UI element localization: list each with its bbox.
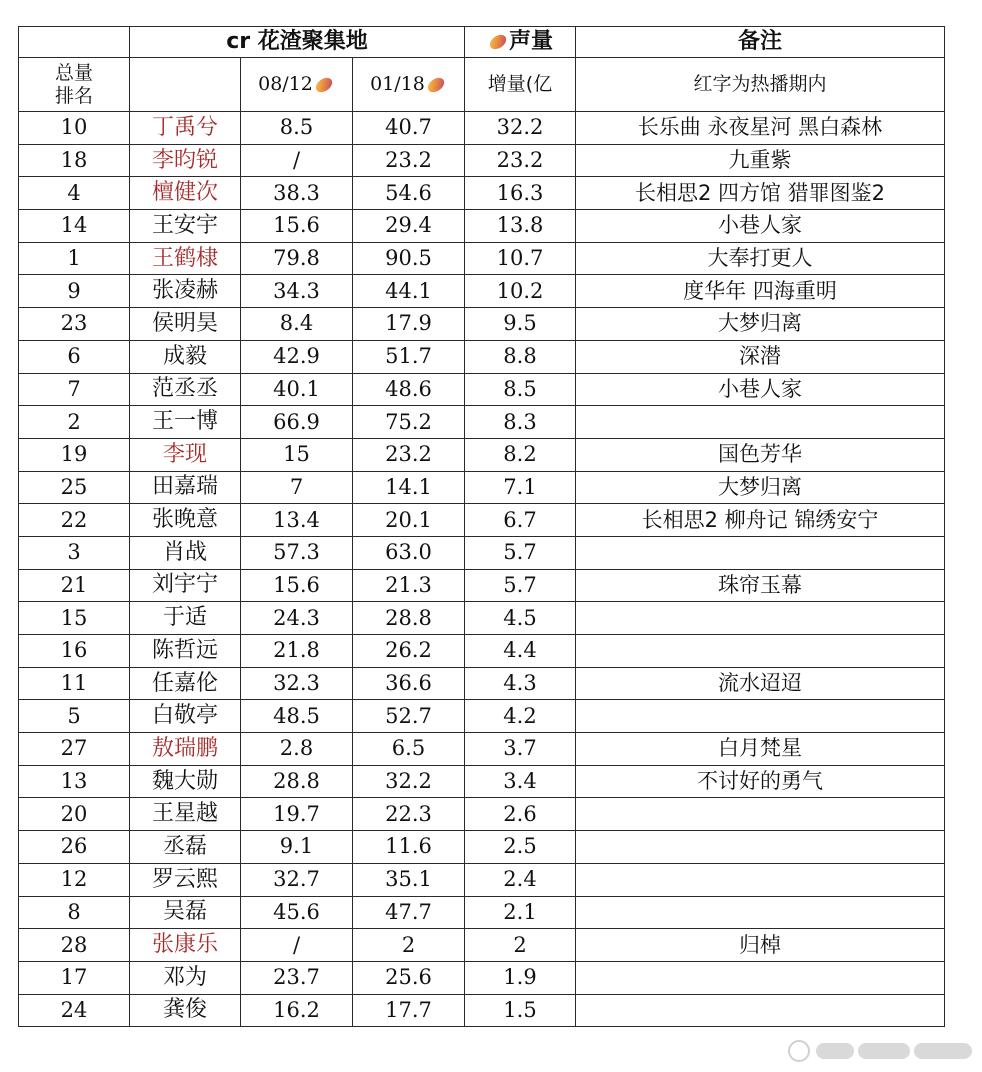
note-cell: 小巷人家 — [576, 373, 945, 406]
increase-cell: 2 — [465, 929, 576, 962]
increase-cell: 16.3 — [465, 177, 576, 210]
note-cell: 珠帘玉幕 — [576, 569, 945, 602]
rank-cell: 25 — [19, 471, 130, 504]
rank-label-line2: 排名 — [54, 84, 93, 107]
table-row — [19, 896, 945, 929]
note-cell — [576, 536, 945, 569]
value-0812-cell: 15.6 — [241, 569, 353, 602]
table-row — [19, 831, 945, 864]
table-row — [19, 471, 945, 504]
watermark — [788, 1040, 974, 1062]
name-cell: 陈哲远 — [130, 635, 241, 668]
blank-corner-cell — [19, 27, 130, 58]
note-cell — [576, 602, 945, 635]
increase-cell: 1.5 — [465, 994, 576, 1027]
value-0812-cell: / — [241, 144, 353, 177]
table-row — [19, 308, 945, 341]
table-row — [19, 961, 945, 994]
note-cell: 大梦归离 — [576, 471, 945, 504]
note-cell: 深潜 — [576, 340, 945, 373]
table-row — [19, 929, 945, 962]
table-row — [19, 438, 945, 471]
note-cell — [576, 798, 945, 831]
value-0812-cell: 40.1 — [241, 373, 353, 406]
value-0118-cell: 25.6 — [353, 961, 465, 994]
name-cell: 丁禹兮 — [130, 112, 241, 145]
value-0118-cell: 51.7 — [353, 340, 465, 373]
name-cell: 王星越 — [130, 798, 241, 831]
name-cell: 龚俊 — [130, 994, 241, 1027]
increase-cell: 32.2 — [465, 112, 576, 145]
increase-cell: 1.9 — [465, 961, 576, 994]
table-row — [19, 406, 945, 439]
rank-cell: 11 — [19, 667, 130, 700]
table-row — [19, 504, 945, 537]
rank-cell: 2 — [19, 406, 130, 439]
value-0118-cell: 28.8 — [353, 602, 465, 635]
table-row — [19, 798, 945, 831]
table-row — [19, 700, 945, 733]
value-0118-cell: 23.2 — [353, 438, 465, 471]
value-0118-cell: 6.5 — [353, 733, 465, 766]
name-cell: 范丞丞 — [130, 373, 241, 406]
increase-cell: 2.4 — [465, 863, 576, 896]
notes-header: 备注 — [576, 27, 945, 58]
rank-cell: 26 — [19, 831, 130, 864]
note-cell: 不讨好的勇气 — [576, 765, 945, 798]
value-0812-cell: 42.9 — [241, 340, 353, 373]
rank-cell: 20 — [19, 798, 130, 831]
note-cell — [576, 863, 945, 896]
value-0118-cell: 35.1 — [353, 863, 465, 896]
value-0118-cell: 36.6 — [353, 667, 465, 700]
note-cell — [576, 635, 945, 668]
rank-cell: 9 — [19, 275, 130, 308]
table-row — [19, 275, 945, 308]
name-cell: 张康乐 — [130, 929, 241, 962]
note-cell — [576, 406, 945, 439]
note-cell — [576, 896, 945, 929]
increase-cell: 2.5 — [465, 831, 576, 864]
note-cell: 小巷人家 — [576, 210, 945, 243]
value-0812-cell: 48.5 — [241, 700, 353, 733]
value-0118-cell: 20.1 — [353, 504, 465, 537]
value-0118-cell: 23.2 — [353, 144, 465, 177]
increase-cell: 8.3 — [465, 406, 576, 439]
value-0812-cell: 15.6 — [241, 210, 353, 243]
table-row — [19, 569, 945, 602]
rank-cell: 23 — [19, 308, 130, 341]
table-row — [19, 177, 945, 210]
name-header-blank — [130, 58, 241, 112]
value-0812-cell: 13.4 — [241, 504, 353, 537]
rank-cell: 8 — [19, 896, 130, 929]
table-row — [19, 144, 945, 177]
rank-cell: 13 — [19, 765, 130, 798]
increase-cell: 6.7 — [465, 504, 576, 537]
table-row — [19, 994, 945, 1027]
increase-cell: 8.2 — [465, 438, 576, 471]
increase-cell: 10.7 — [465, 242, 576, 275]
increase-cell: 13.8 — [465, 210, 576, 243]
value-0812-cell: 66.9 — [241, 406, 353, 439]
increase-cell: 4.4 — [465, 635, 576, 668]
value-0118-cell: 54.6 — [353, 177, 465, 210]
rank-cell: 28 — [19, 929, 130, 962]
note-cell: 流水迢迢 — [576, 667, 945, 700]
watermark-logo-icon — [788, 1040, 810, 1062]
date2-header — [353, 58, 465, 112]
header-row-2 — [19, 58, 945, 112]
rank-cell: 17 — [19, 961, 130, 994]
value-0812-cell: 38.3 — [241, 177, 353, 210]
value-0812-cell: 34.3 — [241, 275, 353, 308]
value-0812-cell: 8.4 — [241, 308, 353, 341]
value-0118-cell: 29.4 — [353, 210, 465, 243]
note-cell — [576, 994, 945, 1027]
table-row — [19, 536, 945, 569]
name-cell: 侯明昊 — [130, 308, 241, 341]
increase-cell: 9.5 — [465, 308, 576, 341]
table-row — [19, 733, 945, 766]
name-cell: 肖战 — [130, 536, 241, 569]
value-0118-cell: 40.7 — [353, 112, 465, 145]
table-row — [19, 373, 945, 406]
rank-cell: 24 — [19, 994, 130, 1027]
rank-cell: 22 — [19, 504, 130, 537]
rank-cell: 3 — [19, 536, 130, 569]
rank-label-line1: 总量 — [54, 61, 93, 84]
rank-cell: 1 — [19, 242, 130, 275]
value-0118-cell: 32.2 — [353, 765, 465, 798]
increase-cell: 3.4 — [465, 765, 576, 798]
name-cell: 王安宇 — [130, 210, 241, 243]
table-row — [19, 667, 945, 700]
rank-cell: 7 — [19, 373, 130, 406]
name-cell: 任嘉伦 — [130, 667, 241, 700]
value-0812-cell: 7 — [241, 471, 353, 504]
rank-cell: 18 — [19, 144, 130, 177]
name-cell: 张凌赫 — [130, 275, 241, 308]
increase-cell: 4.2 — [465, 700, 576, 733]
value-0812-cell: 79.8 — [241, 242, 353, 275]
increase-cell: 4.3 — [465, 667, 576, 700]
note-cell: 长乐曲 永夜星河 黑白森林 — [576, 112, 945, 145]
increase-cell: 8.8 — [465, 340, 576, 373]
date1-header — [241, 58, 353, 112]
note-cell: 长相思2 柳舟记 锦绣安宁 — [576, 504, 945, 537]
increase-cell: 4.5 — [465, 602, 576, 635]
value-0812-cell: 28.8 — [241, 765, 353, 798]
note-cell — [576, 961, 945, 994]
value-0812-cell: 32.7 — [241, 863, 353, 896]
value-0812-cell: 21.8 — [241, 635, 353, 668]
increase-cell: 5.7 — [465, 569, 576, 602]
value-0812-cell: 2.8 — [241, 733, 353, 766]
note-cell: 大奉打更人 — [576, 242, 945, 275]
value-0118-cell: 2 — [353, 929, 465, 962]
note-cell: 度华年 四海重明 — [576, 275, 945, 308]
table-row — [19, 602, 945, 635]
note-cell: 长相思2 四方馆 猎罪图鉴2 — [576, 177, 945, 210]
header-row-1 — [19, 27, 945, 58]
table-row — [19, 765, 945, 798]
table-row — [19, 112, 945, 145]
watermark-block — [816, 1043, 854, 1059]
rank-cell: 19 — [19, 438, 130, 471]
note-cell: 大梦归离 — [576, 308, 945, 341]
increase-cell: 3.7 — [465, 733, 576, 766]
name-cell: 李现 — [130, 438, 241, 471]
value-0118-cell: 75.2 — [353, 406, 465, 439]
watermark-block — [914, 1043, 972, 1059]
name-cell: 王鹤棣 — [130, 242, 241, 275]
value-0118-cell: 17.9 — [353, 308, 465, 341]
value-0118-cell: 52.7 — [353, 700, 465, 733]
name-cell: 罗云熙 — [130, 863, 241, 896]
increase-cell: 5.7 — [465, 536, 576, 569]
name-cell: 于适 — [130, 602, 241, 635]
value-0812-cell: 23.7 — [241, 961, 353, 994]
value-0812-cell: 57.3 — [241, 536, 353, 569]
name-cell: 敖瑞鹏 — [130, 733, 241, 766]
name-cell: 白敬亭 — [130, 700, 241, 733]
table-row — [19, 635, 945, 668]
note-cell: 白月梵星 — [576, 733, 945, 766]
value-0118-cell: 14.1 — [353, 471, 465, 504]
increase-cell: 2.6 — [465, 798, 576, 831]
rank-cell: 14 — [19, 210, 130, 243]
value-0118-cell: 90.5 — [353, 242, 465, 275]
name-cell: 邓为 — [130, 961, 241, 994]
date2-label: 01/18 — [370, 73, 425, 95]
note-cell — [576, 700, 945, 733]
note-cell: 国色芳华 — [576, 438, 945, 471]
value-0118-cell: 44.1 — [353, 275, 465, 308]
value-0812-cell: 24.3 — [241, 602, 353, 635]
name-cell: 檀健次 — [130, 177, 241, 210]
value-0812-cell: 32.3 — [241, 667, 353, 700]
volume-label: 声量 — [508, 29, 553, 54]
value-0812-cell: 8.5 — [241, 112, 353, 145]
name-cell: 王一博 — [130, 406, 241, 439]
value-0812-cell: / — [241, 929, 353, 962]
rank-cell: 6 — [19, 340, 130, 373]
value-0812-cell: 19.7 — [241, 798, 353, 831]
table-row — [19, 340, 945, 373]
note-cell: 归棹 — [576, 929, 945, 962]
rank-cell: 10 — [19, 112, 130, 145]
rank-header — [19, 58, 130, 112]
table-row — [19, 242, 945, 275]
rank-cell: 16 — [19, 635, 130, 668]
rank-cell: 12 — [19, 863, 130, 896]
value-0812-cell: 9.1 — [241, 831, 353, 864]
value-0118-cell: 21.3 — [353, 569, 465, 602]
increase-cell: 2.1 — [465, 896, 576, 929]
sweet-potato-icon — [313, 75, 335, 95]
value-0118-cell: 11.6 — [353, 831, 465, 864]
note-cell — [576, 831, 945, 864]
note-cell: 九重紫 — [576, 144, 945, 177]
value-0812-cell: 16.2 — [241, 994, 353, 1027]
rank-cell: 15 — [19, 602, 130, 635]
rank-cell: 21 — [19, 569, 130, 602]
rank-cell: 27 — [19, 733, 130, 766]
increase-header: 增量(亿 — [465, 58, 576, 112]
volume-header — [465, 27, 576, 58]
sweet-potato-icon — [425, 75, 447, 95]
ranking-spreadsheet — [18, 26, 945, 1027]
name-cell: 吴磊 — [130, 896, 241, 929]
name-cell: 张晚意 — [130, 504, 241, 537]
name-cell: 田嘉瑞 — [130, 471, 241, 504]
value-0118-cell: 22.3 — [353, 798, 465, 831]
value-0118-cell: 48.6 — [353, 373, 465, 406]
name-cell: 成毅 — [130, 340, 241, 373]
table-row — [19, 863, 945, 896]
notes-subheader: 红字为热播期内 — [576, 58, 945, 112]
name-cell: 刘宇宁 — [130, 569, 241, 602]
rank-cell: 4 — [19, 177, 130, 210]
group-title: cr 花渣聚集地 — [130, 27, 465, 58]
increase-cell: 23.2 — [465, 144, 576, 177]
ranking-table — [18, 26, 945, 1027]
name-cell: 魏大勋 — [130, 765, 241, 798]
name-cell: 丞磊 — [130, 831, 241, 864]
value-0118-cell: 63.0 — [353, 536, 465, 569]
watermark-block — [858, 1043, 910, 1059]
value-0812-cell: 45.6 — [241, 896, 353, 929]
name-cell: 李昀锐 — [130, 144, 241, 177]
value-0118-cell: 26.2 — [353, 635, 465, 668]
date1-label: 08/12 — [258, 73, 313, 95]
value-0118-cell: 47.7 — [353, 896, 465, 929]
increase-cell: 8.5 — [465, 373, 576, 406]
table-row — [19, 210, 945, 243]
rank-cell: 5 — [19, 700, 130, 733]
increase-cell: 10.2 — [465, 275, 576, 308]
sweet-potato-icon — [487, 32, 509, 52]
increase-cell: 7.1 — [465, 471, 576, 504]
value-0118-cell: 17.7 — [353, 994, 465, 1027]
value-0812-cell: 15 — [241, 438, 353, 471]
